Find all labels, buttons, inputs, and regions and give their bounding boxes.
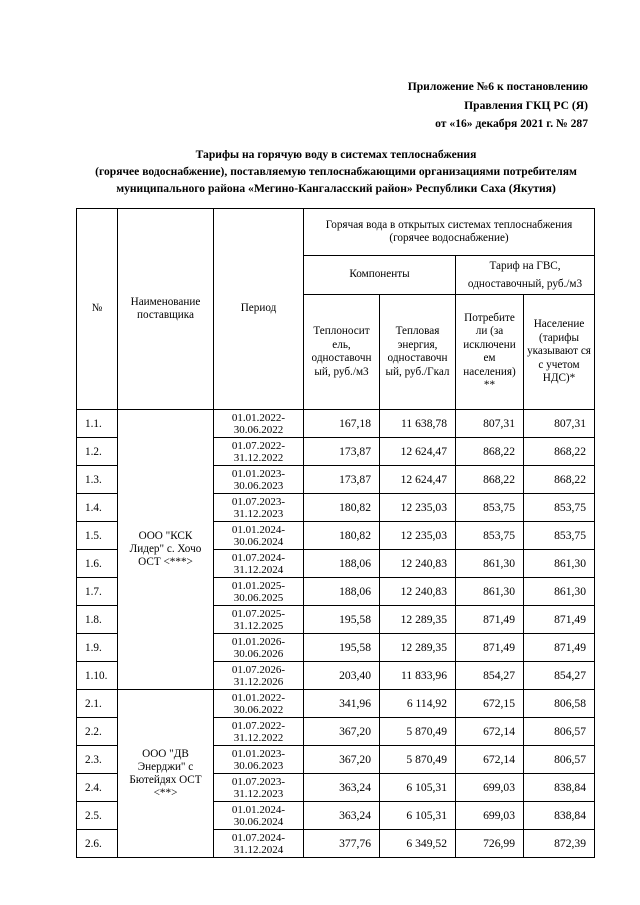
heat-energy-value: 5 870,49 <box>380 746 456 774</box>
consumers-tariff-value: 726,99 <box>456 830 524 858</box>
population-tariff-value: 806,58 <box>524 690 595 718</box>
coolant-value: 180,82 <box>304 494 380 522</box>
heat-energy-value: 11 833,96 <box>380 662 456 690</box>
period-cell: 01.01.2022-30.06.2022 <box>214 690 304 718</box>
header-coolant: Теплоносит ель, одноставочн ый, руб./м3 <box>304 295 380 410</box>
consumers-tariff-value: 868,22 <box>456 466 524 494</box>
heat-energy-value: 12 289,35 <box>380 606 456 634</box>
coolant-value: 167,18 <box>304 410 380 438</box>
coolant-value: 195,58 <box>304 634 380 662</box>
coolant-value: 173,87 <box>304 438 380 466</box>
heat-energy-value: 12 624,47 <box>380 438 456 466</box>
row-number: 1.6. <box>77 550 118 578</box>
coolant-value: 180,82 <box>304 522 380 550</box>
coolant-value: 367,20 <box>304 718 380 746</box>
table-row <box>77 690 595 718</box>
header-tariff: Тариф на ГВС, одноставочный, руб./м3 <box>456 256 595 295</box>
consumers-tariff-value: 861,30 <box>456 550 524 578</box>
header-supplier: Наименование поставщика <box>118 209 214 410</box>
title-line: (горячее водоснабжение), поставляемую теплоснабжающими организациями потребителям <box>95 165 577 178</box>
header-consumers: Потребите ли (за исключени ем населения) ** <box>456 295 524 410</box>
heat-energy-value: 11 638,78 <box>380 410 456 438</box>
consumers-tariff-value: 868,22 <box>456 438 524 466</box>
row-number: 2.2. <box>77 718 118 746</box>
heat-energy-value: 5 870,49 <box>380 718 456 746</box>
heat-energy-value: 12 624,47 <box>380 466 456 494</box>
appendix-line: Приложение №6 к постановлению <box>407 80 588 93</box>
heat-energy-value: 6 105,31 <box>380 774 456 802</box>
row-number: 1.4. <box>77 494 118 522</box>
coolant-value: 363,24 <box>304 802 380 830</box>
period-cell: 01.07.2023-31.12.2023 <box>214 774 304 802</box>
coolant-value: 188,06 <box>304 550 380 578</box>
consumers-tariff-value: 853,75 <box>456 522 524 550</box>
appendix-line: Правления ГКЦ РС (Я) <box>464 98 588 112</box>
population-tariff-value: 838,84 <box>524 774 595 802</box>
heat-energy-value: 6 114,92 <box>380 690 456 718</box>
population-tariff-value: 806,57 <box>524 746 595 774</box>
row-number: 1.2. <box>77 438 118 466</box>
period-cell: 01.01.2024-30.06.2024 <box>214 802 304 830</box>
period-cell: 01.01.2022-30.06.2022 <box>214 410 304 438</box>
period-cell: 01.07.2023-31.12.2023 <box>214 494 304 522</box>
header-heat-energy: Тепловая энергия, одноставочн ый, руб./Гкал <box>380 295 456 410</box>
header-period: Период <box>214 209 304 410</box>
population-tariff-value: 872,39 <box>524 830 595 858</box>
heat-energy-value: 12 240,83 <box>380 578 456 606</box>
period-cell: 01.01.2023-30.06.2023 <box>214 466 304 494</box>
document-title <box>40 146 632 197</box>
appendix-header <box>228 78 588 134</box>
consumers-tariff-value: 861,30 <box>456 578 524 606</box>
tariff-table <box>76 208 595 858</box>
row-number: 2.1. <box>77 690 118 718</box>
period-cell: 01.07.2026-31.12.2026 <box>214 662 304 690</box>
population-tariff-value: 853,75 <box>524 522 595 550</box>
period-cell: 01.07.2022-31.12.2022 <box>214 718 304 746</box>
consumers-tariff-value: 854,27 <box>456 662 524 690</box>
coolant-value: 173,87 <box>304 466 380 494</box>
consumers-tariff-value: 672,15 <box>456 690 524 718</box>
appendix-line: от «16» декабря 2021 г. № 287 <box>435 117 588 130</box>
period-cell: 01.01.2023-30.06.2023 <box>214 746 304 774</box>
consumers-tariff-value: 672,14 <box>456 746 524 774</box>
period-cell: 01.01.2025-30.06.2025 <box>214 578 304 606</box>
row-number: 2.5. <box>77 802 118 830</box>
coolant-value: 367,20 <box>304 746 380 774</box>
heat-energy-value: 6 349,52 <box>380 830 456 858</box>
heat-energy-value: 12 240,83 <box>380 550 456 578</box>
population-tariff-value: 861,30 <box>524 550 595 578</box>
population-tariff-value: 807,31 <box>524 410 595 438</box>
coolant-value: 188,06 <box>304 578 380 606</box>
period-cell: 01.01.2024-30.06.2024 <box>214 522 304 550</box>
row-number: 1.3. <box>77 466 118 494</box>
period-cell: 01.07.2022-31.12.2022 <box>214 438 304 466</box>
period-cell: 01.07.2024-31.12.2024 <box>214 830 304 858</box>
row-number: 2.6. <box>77 830 118 858</box>
coolant-value: 341,96 <box>304 690 380 718</box>
row-number: 1.10. <box>77 662 118 690</box>
consumers-tariff-value: 672,14 <box>456 718 524 746</box>
population-tariff-value: 871,49 <box>524 634 595 662</box>
population-tariff-value: 854,27 <box>524 662 595 690</box>
coolant-value: 377,76 <box>304 830 380 858</box>
heat-energy-value: 12 235,03 <box>380 494 456 522</box>
consumers-tariff-value: 699,03 <box>456 774 524 802</box>
period-cell: 01.07.2025-31.12.2025 <box>214 606 304 634</box>
coolant-value: 195,58 <box>304 606 380 634</box>
header-hot-water-group: Горячая вода в открытых системах теплоснабжения (горячее водоснабжение) <box>304 209 595 256</box>
header-number: № <box>77 209 118 410</box>
supplier-name: ООО "КСК Лидер" с. Хочо ОСТ <***> <box>118 410 214 690</box>
period-cell: 01.07.2024-31.12.2024 <box>214 550 304 578</box>
row-number: 1.1. <box>77 410 118 438</box>
table-row <box>77 410 595 438</box>
consumers-tariff-value: 699,03 <box>456 802 524 830</box>
title-line: муниципального района «Мегино-Кангаласский район» Республики Саха (Якутия) <box>116 182 556 195</box>
row-number: 1.7. <box>77 578 118 606</box>
row-number: 2.4. <box>77 774 118 802</box>
population-tariff-value: 838,84 <box>524 802 595 830</box>
header-population: Население (тарифы указывают ся с учетом НДС)* <box>524 295 595 410</box>
population-tariff-value: 853,75 <box>524 494 595 522</box>
population-tariff-value: 806,57 <box>524 718 595 746</box>
table-body <box>77 410 595 858</box>
population-tariff-value: 868,22 <box>524 466 595 494</box>
coolant-value: 363,24 <box>304 774 380 802</box>
consumers-tariff-value: 853,75 <box>456 494 524 522</box>
coolant-value: 203,40 <box>304 662 380 690</box>
consumers-tariff-value: 871,49 <box>456 606 524 634</box>
heat-energy-value: 12 235,03 <box>380 522 456 550</box>
consumers-tariff-value: 871,49 <box>456 634 524 662</box>
heat-energy-value: 12 289,35 <box>380 634 456 662</box>
population-tariff-value: 868,22 <box>524 438 595 466</box>
heat-energy-value: 6 105,31 <box>380 802 456 830</box>
consumers-tariff-value: 807,31 <box>456 410 524 438</box>
header-components: Компоненты <box>304 256 456 295</box>
population-tariff-value: 861,30 <box>524 578 595 606</box>
population-tariff-value: 871,49 <box>524 606 595 634</box>
period-cell: 01.01.2026-30.06.2026 <box>214 634 304 662</box>
supplier-name: ООО "ДВ Энерджи" с Бютейдях ОСТ <**> <box>118 690 214 858</box>
row-number: 2.3. <box>77 746 118 774</box>
row-number: 1.5. <box>77 522 118 550</box>
title-line: Тарифы на горячую воду в системах теплоснабжения <box>195 148 477 161</box>
row-number: 1.9. <box>77 634 118 662</box>
row-number: 1.8. <box>77 606 118 634</box>
